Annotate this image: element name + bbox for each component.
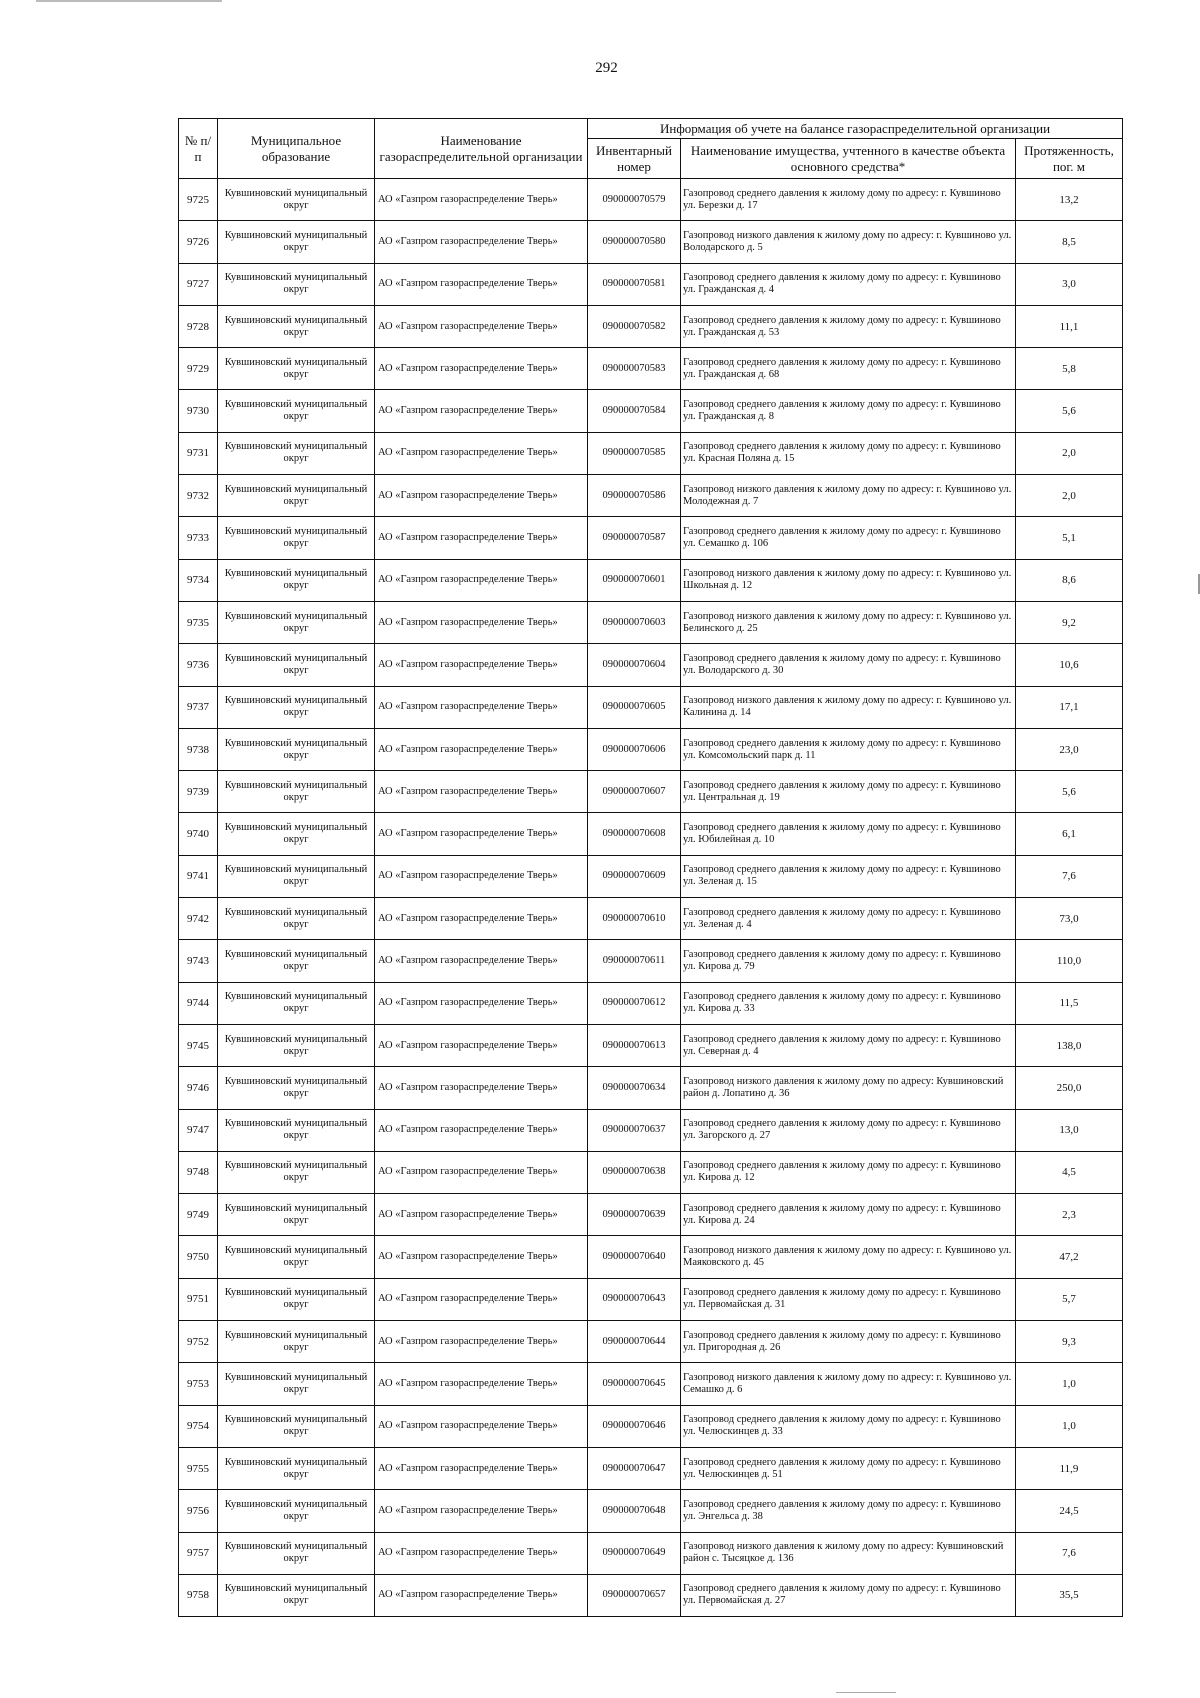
cell-org-name: АО «Газпром газораспределение Тверь»	[375, 813, 588, 855]
table-row	[179, 432, 1123, 474]
cell-asset-name: Газопровод среднего давления к жилому дому по адресу: г. Кувшиново ул. Первомайская д. 27	[681, 1574, 1016, 1616]
cell-number: 9738	[179, 728, 218, 770]
table-row	[179, 1109, 1123, 1151]
cell-inventory-number: 090000070585	[588, 432, 681, 474]
cell-number: 9755	[179, 1447, 218, 1489]
cell-municipality: Кувшиновский муниципальный округ	[218, 263, 375, 305]
cell-municipality: Кувшиновский муниципальный округ	[218, 559, 375, 601]
cell-number: 9737	[179, 686, 218, 728]
cell-length: 11,5	[1016, 982, 1123, 1024]
cell-inventory-number: 090000070608	[588, 813, 681, 855]
cell-length: 11,9	[1016, 1447, 1123, 1489]
cell-length: 73,0	[1016, 898, 1123, 940]
cell-asset-name: Газопровод среднего давления к жилому дому по адресу: г. Кувшиново ул. Челюскинцев д. 33	[681, 1405, 1016, 1447]
cell-asset-name: Газопровод низкого давления к жилому дому по адресу: г. Кувшиново ул. Школьная д. 12	[681, 559, 1016, 601]
cell-number: 9735	[179, 601, 218, 643]
cell-municipality: Кувшиновский муниципальный округ	[218, 1109, 375, 1151]
cell-number: 9746	[179, 1067, 218, 1109]
table-row	[179, 1405, 1123, 1447]
cell-org-name: АО «Газпром газораспределение Тверь»	[375, 1236, 588, 1278]
scan-bottom-mark	[836, 1692, 896, 1693]
cell-asset-name: Газопровод среднего давления к жилому дому по адресу: г. Кувшиново ул. Гражданская д. 68	[681, 348, 1016, 390]
cell-asset-name: Газопровод среднего давления к жилому дому по адресу: г. Кувшиново ул. Семашко д. 106	[681, 517, 1016, 559]
cell-length: 17,1	[1016, 686, 1123, 728]
cell-asset-name: Газопровод среднего давления к жилому дому по адресу: г. Кувшиново ул. Гражданская д. 8	[681, 390, 1016, 432]
cell-municipality: Кувшиновский муниципальный округ	[218, 1194, 375, 1236]
cell-number: 9730	[179, 390, 218, 432]
cell-inventory-number: 090000070603	[588, 601, 681, 643]
cell-length: 5,8	[1016, 348, 1123, 390]
cell-org-name: АО «Газпром газораспределение Тверь»	[375, 390, 588, 432]
cell-municipality: Кувшиновский муниципальный округ	[218, 813, 375, 855]
cell-asset-name: Газопровод низкого давления к жилому дому по адресу: г. Кувшиново ул. Маяковского д. 45	[681, 1236, 1016, 1278]
table-row	[179, 982, 1123, 1024]
table-row	[179, 898, 1123, 940]
cell-inventory-number: 090000070640	[588, 1236, 681, 1278]
cell-inventory-number: 090000070638	[588, 1151, 681, 1193]
cell-length: 2,0	[1016, 432, 1123, 474]
table-row	[179, 1363, 1123, 1405]
cell-number: 9747	[179, 1109, 218, 1151]
cell-org-name: АО «Газпром газораспределение Тверь»	[375, 1024, 588, 1066]
cell-asset-name: Газопровод низкого давления к жилому дому по адресу: Кувшиновский район д. Лопатино д. 36	[681, 1067, 1016, 1109]
cell-municipality: Кувшиновский муниципальный округ	[218, 1067, 375, 1109]
cell-org-name: АО «Газпром газораспределение Тверь»	[375, 432, 588, 474]
cell-inventory-number: 090000070649	[588, 1532, 681, 1574]
cell-number: 9729	[179, 348, 218, 390]
cell-inventory-number: 090000070587	[588, 517, 681, 559]
cell-asset-name: Газопровод среднего давления к жилому дому по адресу: г. Кувшиново ул. Кирова д. 79	[681, 940, 1016, 982]
cell-asset-name: Газопровод среднего давления к жилому дому по адресу: г. Кувшиново ул. Пригородная д. 26	[681, 1321, 1016, 1363]
cell-org-name: АО «Газпром газораспределение Тверь»	[375, 1109, 588, 1151]
cell-org-name: АО «Газпром газораспределение Тверь»	[375, 1532, 588, 1574]
cell-inventory-number: 090000070645	[588, 1363, 681, 1405]
cell-inventory-number: 090000070581	[588, 263, 681, 305]
cell-org-name: АО «Газпром газораспределение Тверь»	[375, 1363, 588, 1405]
cell-asset-name: Газопровод низкого давления к жилому дому по адресу: г. Кувшиново ул. Семашко д. 6	[681, 1363, 1016, 1405]
cell-inventory-number: 090000070646	[588, 1405, 681, 1447]
cell-org-name: АО «Газпром газораспределение Тверь»	[375, 644, 588, 686]
cell-number: 9727	[179, 263, 218, 305]
cell-asset-name: Газопровод низкого давления к жилому дому по адресу: г. Кувшиново ул. Белинского д. 25	[681, 601, 1016, 643]
cell-inventory-number: 090000070647	[588, 1447, 681, 1489]
table-row	[179, 179, 1123, 221]
table-row	[179, 1194, 1123, 1236]
cell-org-name: АО «Газпром газораспределение Тверь»	[375, 263, 588, 305]
cell-length: 5,7	[1016, 1278, 1123, 1320]
cell-inventory-number: 090000070583	[588, 348, 681, 390]
cell-org-name: АО «Газпром газораспределение Тверь»	[375, 305, 588, 347]
cell-inventory-number: 090000070579	[588, 179, 681, 221]
cell-municipality: Кувшиновский муниципальный округ	[218, 390, 375, 432]
cell-municipality: Кувшиновский муниципальный округ	[218, 898, 375, 940]
cell-number: 9728	[179, 305, 218, 347]
cell-asset-name: Газопровод среднего давления к жилому дому по адресу: г. Кувшиново ул. Зеленая д. 15	[681, 855, 1016, 897]
cell-asset-name: Газопровод среднего давления к жилому дому по адресу: г. Кувшиново ул. Центральная д. 19	[681, 771, 1016, 813]
table-row	[179, 728, 1123, 770]
header-number: № п/п	[179, 119, 218, 179]
cell-org-name: АО «Газпром газораспределение Тверь»	[375, 686, 588, 728]
cell-municipality: Кувшиновский муниципальный округ	[218, 982, 375, 1024]
header-balance-group: Информация об учете на балансе газораспределительной организации	[588, 119, 1123, 139]
cell-length: 5,1	[1016, 517, 1123, 559]
cell-municipality: Кувшиновский муниципальный округ	[218, 348, 375, 390]
cell-asset-name: Газопровод среднего давления к жилому дому по адресу: г. Кувшиново ул. Гражданская д. 53	[681, 305, 1016, 347]
cell-inventory-number: 090000070584	[588, 390, 681, 432]
cell-asset-name: Газопровод среднего давления к жилому дому по адресу: г. Кувшиново ул. Кирова д. 12	[681, 1151, 1016, 1193]
cell-length: 9,2	[1016, 601, 1123, 643]
cell-number: 9731	[179, 432, 218, 474]
cell-inventory-number: 090000070612	[588, 982, 681, 1024]
cell-municipality: Кувшиновский муниципальный округ	[218, 601, 375, 643]
cell-length: 10,6	[1016, 644, 1123, 686]
table-row	[179, 855, 1123, 897]
cell-org-name: АО «Газпром газораспределение Тверь»	[375, 559, 588, 601]
table-row	[179, 1278, 1123, 1320]
cell-municipality: Кувшиновский муниципальный округ	[218, 1151, 375, 1193]
table-row	[179, 1024, 1123, 1066]
cell-number: 9734	[179, 559, 218, 601]
cell-asset-name: Газопровод низкого давления к жилому дому по адресу: г. Кувшиново ул. Молодежная д. 7	[681, 475, 1016, 517]
cell-length: 7,6	[1016, 1532, 1123, 1574]
cell-org-name: АО «Газпром газораспределение Тверь»	[375, 179, 588, 221]
cell-length: 138,0	[1016, 1024, 1123, 1066]
table-row	[179, 221, 1123, 263]
table-row	[179, 686, 1123, 728]
cell-inventory-number: 090000070611	[588, 940, 681, 982]
table-row	[179, 559, 1123, 601]
cell-number: 9732	[179, 475, 218, 517]
cell-org-name: АО «Газпром газораспределение Тверь»	[375, 940, 588, 982]
cell-number: 9725	[179, 179, 218, 221]
cell-municipality: Кувшиновский муниципальный округ	[218, 686, 375, 728]
cell-length: 13,0	[1016, 1109, 1123, 1151]
cell-org-name: АО «Газпром газораспределение Тверь»	[375, 601, 588, 643]
header-municipality: Муниципальное образование	[218, 119, 375, 179]
cell-municipality: Кувшиновский муниципальный округ	[218, 221, 375, 263]
cell-org-name: АО «Газпром газораспределение Тверь»	[375, 1067, 588, 1109]
cell-inventory-number: 090000070613	[588, 1024, 681, 1066]
table-row	[179, 263, 1123, 305]
cell-number: 9758	[179, 1574, 218, 1616]
cell-number: 9756	[179, 1490, 218, 1532]
cell-number: 9742	[179, 898, 218, 940]
page-number: 292	[595, 60, 618, 76]
cell-org-name: АО «Газпром газораспределение Тверь»	[375, 1574, 588, 1616]
cell-number: 9753	[179, 1363, 218, 1405]
cell-municipality: Кувшиновский муниципальный округ	[218, 771, 375, 813]
asset-registry-table	[178, 118, 1123, 1617]
cell-municipality: Кувшиновский муниципальный округ	[218, 1321, 375, 1363]
top-edge-rule	[36, 0, 222, 2]
cell-length: 8,6	[1016, 559, 1123, 601]
cell-asset-name: Газопровод среднего давления к жилому дому по адресу: г. Кувшиново ул. Зеленая д. 4	[681, 898, 1016, 940]
cell-asset-name: Газопровод среднего давления к жилому дому по адресу: г. Кувшиново ул. Гражданская д. 4	[681, 263, 1016, 305]
cell-asset-name: Газопровод среднего давления к жилому дому по адресу: г. Кувшиново ул. Красная Поляна д. 15	[681, 432, 1016, 474]
cell-inventory-number: 090000070604	[588, 644, 681, 686]
table-row	[179, 348, 1123, 390]
cell-length: 2,3	[1016, 1194, 1123, 1236]
table-row	[179, 644, 1123, 686]
cell-org-name: АО «Газпром газораспределение Тверь»	[375, 855, 588, 897]
header-asset-name: Наименование имущества, учтенного в качестве объекта основного средства*	[681, 139, 1016, 179]
cell-length: 1,0	[1016, 1405, 1123, 1447]
cell-asset-name: Газопровод среднего давления к жилому дому по адресу: г. Кувшиново ул. Челюскинцев д. 51	[681, 1447, 1016, 1489]
cell-municipality: Кувшиновский муниципальный округ	[218, 1024, 375, 1066]
cell-municipality: Кувшиновский муниципальный округ	[218, 432, 375, 474]
table-row	[179, 1532, 1123, 1574]
cell-inventory-number: 090000070609	[588, 855, 681, 897]
cell-municipality: Кувшиновский муниципальный округ	[218, 475, 375, 517]
cell-inventory-number: 090000070586	[588, 475, 681, 517]
cell-asset-name: Газопровод среднего давления к жилому дому по адресу: г. Кувшиново ул. Энгельса д. 38	[681, 1490, 1016, 1532]
cell-length: 7,6	[1016, 855, 1123, 897]
cell-inventory-number: 090000070648	[588, 1490, 681, 1532]
cell-asset-name: Газопровод низкого давления к жилому дому по адресу: г. Кувшиново ул. Калинина д. 14	[681, 686, 1016, 728]
cell-asset-name: Газопровод среднего давления к жилому дому по адресу: г. Кувшиново ул. Загорского д. 27	[681, 1109, 1016, 1151]
table-header	[179, 119, 1123, 179]
cell-org-name: АО «Газпром газораспределение Тверь»	[375, 517, 588, 559]
cell-asset-name: Газопровод среднего давления к жилому дому по адресу: г. Кувшиново ул. Северная д. 4	[681, 1024, 1016, 1066]
cell-number: 9736	[179, 644, 218, 686]
cell-number: 9754	[179, 1405, 218, 1447]
cell-inventory-number: 090000070601	[588, 559, 681, 601]
table-row	[179, 305, 1123, 347]
cell-length: 250,0	[1016, 1067, 1123, 1109]
cell-municipality: Кувшиновский муниципальный округ	[218, 1405, 375, 1447]
header-inventory-number: Инвентарный номер	[588, 139, 681, 179]
cell-length: 13,2	[1016, 179, 1123, 221]
cell-number: 9743	[179, 940, 218, 982]
cell-municipality: Кувшиновский муниципальный округ	[218, 644, 375, 686]
table-row	[179, 813, 1123, 855]
cell-length: 5,6	[1016, 390, 1123, 432]
cell-number: 9726	[179, 221, 218, 263]
cell-length: 35,5	[1016, 1574, 1123, 1616]
cell-municipality: Кувшиновский муниципальный округ	[218, 1447, 375, 1489]
cell-number: 9751	[179, 1278, 218, 1320]
cell-org-name: АО «Газпром газораспределение Тверь»	[375, 982, 588, 1024]
cell-org-name: АО «Газпром газораспределение Тверь»	[375, 1321, 588, 1363]
cell-org-name: АО «Газпром газораспределение Тверь»	[375, 771, 588, 813]
cell-org-name: АО «Газпром газораспределение Тверь»	[375, 348, 588, 390]
cell-org-name: АО «Газпром газораспределение Тверь»	[375, 221, 588, 263]
cell-inventory-number: 090000070605	[588, 686, 681, 728]
cell-org-name: АО «Газпром газораспределение Тверь»	[375, 1278, 588, 1320]
table-row	[179, 1151, 1123, 1193]
cell-inventory-number: 090000070606	[588, 728, 681, 770]
cell-length: 2,0	[1016, 475, 1123, 517]
cell-org-name: АО «Газпром газораспределение Тверь»	[375, 1151, 588, 1193]
table-row	[179, 390, 1123, 432]
cell-number: 9740	[179, 813, 218, 855]
table-body	[179, 179, 1123, 1617]
cell-inventory-number: 090000070607	[588, 771, 681, 813]
cell-org-name: АО «Газпром газораспределение Тверь»	[375, 475, 588, 517]
cell-inventory-number: 090000070639	[588, 1194, 681, 1236]
header-length: Протяженность, пог. м	[1016, 139, 1123, 179]
cell-inventory-number: 090000070580	[588, 221, 681, 263]
cell-asset-name: Газопровод низкого давления к жилому дому по адресу: Кувшиновский район с. Тысяцкое д. 136	[681, 1532, 1016, 1574]
table-row	[179, 1236, 1123, 1278]
cell-municipality: Кувшиновский муниципальный округ	[218, 179, 375, 221]
cell-org-name: АО «Газпром газораспределение Тверь»	[375, 1447, 588, 1489]
table-row	[179, 517, 1123, 559]
cell-inventory-number: 090000070637	[588, 1109, 681, 1151]
cell-municipality: Кувшиновский муниципальный округ	[218, 1363, 375, 1405]
table-row	[179, 1490, 1123, 1532]
cell-asset-name: Газопровод среднего давления к жилому дому по адресу: г. Кувшиново ул. Кирова д. 33	[681, 982, 1016, 1024]
cell-inventory-number: 090000070657	[588, 1574, 681, 1616]
cell-length: 1,0	[1016, 1363, 1123, 1405]
cell-length: 24,5	[1016, 1490, 1123, 1532]
cell-number: 9752	[179, 1321, 218, 1363]
table-row	[179, 1321, 1123, 1363]
cell-number: 9750	[179, 1236, 218, 1278]
cell-municipality: Кувшиновский муниципальный округ	[218, 855, 375, 897]
cell-municipality: Кувшиновский муниципальный округ	[218, 305, 375, 347]
cell-length: 11,1	[1016, 305, 1123, 347]
cell-municipality: Кувшиновский муниципальный округ	[218, 728, 375, 770]
cell-number: 9745	[179, 1024, 218, 1066]
cell-length: 110,0	[1016, 940, 1123, 982]
cell-asset-name: Газопровод среднего давления к жилому дому по адресу: г. Кувшиново ул. Березки д. 17	[681, 179, 1016, 221]
cell-inventory-number: 090000070643	[588, 1278, 681, 1320]
cell-length: 3,0	[1016, 263, 1123, 305]
table-row	[179, 601, 1123, 643]
cell-org-name: АО «Газпром газораспределение Тверь»	[375, 1194, 588, 1236]
cell-inventory-number: 090000070634	[588, 1067, 681, 1109]
cell-asset-name: Газопровод среднего давления к жилому дому по адресу: г. Кувшиново ул. Комсомольский парк д. 11	[681, 728, 1016, 770]
cell-length: 47,2	[1016, 1236, 1123, 1278]
cell-asset-name: Газопровод среднего давления к жилому дому по адресу: г. Кувшиново ул. Юбилейная д. 10	[681, 813, 1016, 855]
cell-length: 8,5	[1016, 221, 1123, 263]
cell-municipality: Кувшиновский муниципальный округ	[218, 940, 375, 982]
cell-municipality: Кувшиновский муниципальный округ	[218, 1490, 375, 1532]
cell-number: 9739	[179, 771, 218, 813]
cell-number: 9744	[179, 982, 218, 1024]
header-org-name: Наименование газораспределительной организации	[375, 119, 588, 179]
cell-municipality: Кувшиновский муниципальный округ	[218, 1574, 375, 1616]
table-row	[179, 771, 1123, 813]
cell-asset-name: Газопровод среднего давления к жилому дому по адресу: г. Кувшиново ул. Первомайская д. 31	[681, 1278, 1016, 1320]
cell-length: 23,0	[1016, 728, 1123, 770]
cell-number: 9741	[179, 855, 218, 897]
cell-asset-name: Газопровод низкого давления к жилому дому по адресу: г. Кувшиново ул. Володарского д. 5	[681, 221, 1016, 263]
cell-municipality: Кувшиновский муниципальный округ	[218, 1236, 375, 1278]
cell-number: 9733	[179, 517, 218, 559]
cell-number: 9748	[179, 1151, 218, 1193]
cell-length: 9,3	[1016, 1321, 1123, 1363]
cell-municipality: Кувшиновский муниципальный округ	[218, 1532, 375, 1574]
cell-inventory-number: 090000070610	[588, 898, 681, 940]
table-row	[179, 1067, 1123, 1109]
cell-length: 5,6	[1016, 771, 1123, 813]
cell-municipality: Кувшиновский муниципальный округ	[218, 517, 375, 559]
cell-length: 4,5	[1016, 1151, 1123, 1193]
table-row	[179, 1447, 1123, 1489]
table-row	[179, 475, 1123, 517]
cell-org-name: АО «Газпром газораспределение Тверь»	[375, 898, 588, 940]
cell-org-name: АО «Газпром газораспределение Тверь»	[375, 1405, 588, 1447]
table-row	[179, 940, 1123, 982]
table-row	[179, 1574, 1123, 1616]
cell-inventory-number: 090000070644	[588, 1321, 681, 1363]
cell-asset-name: Газопровод среднего давления к жилому дому по адресу: г. Кувшиново ул. Кирова д. 24	[681, 1194, 1016, 1236]
cell-asset-name: Газопровод среднего давления к жилому дому по адресу: г. Кувшиново ул. Володарского д. 30	[681, 644, 1016, 686]
cell-number: 9757	[179, 1532, 218, 1574]
cell-number: 9749	[179, 1194, 218, 1236]
cell-org-name: АО «Газпром газораспределение Тверь»	[375, 728, 588, 770]
cell-municipality: Кувшиновский муниципальный округ	[218, 1278, 375, 1320]
cell-inventory-number: 090000070582	[588, 305, 681, 347]
cell-length: 6,1	[1016, 813, 1123, 855]
cell-org-name: АО «Газпром газораспределение Тверь»	[375, 1490, 588, 1532]
